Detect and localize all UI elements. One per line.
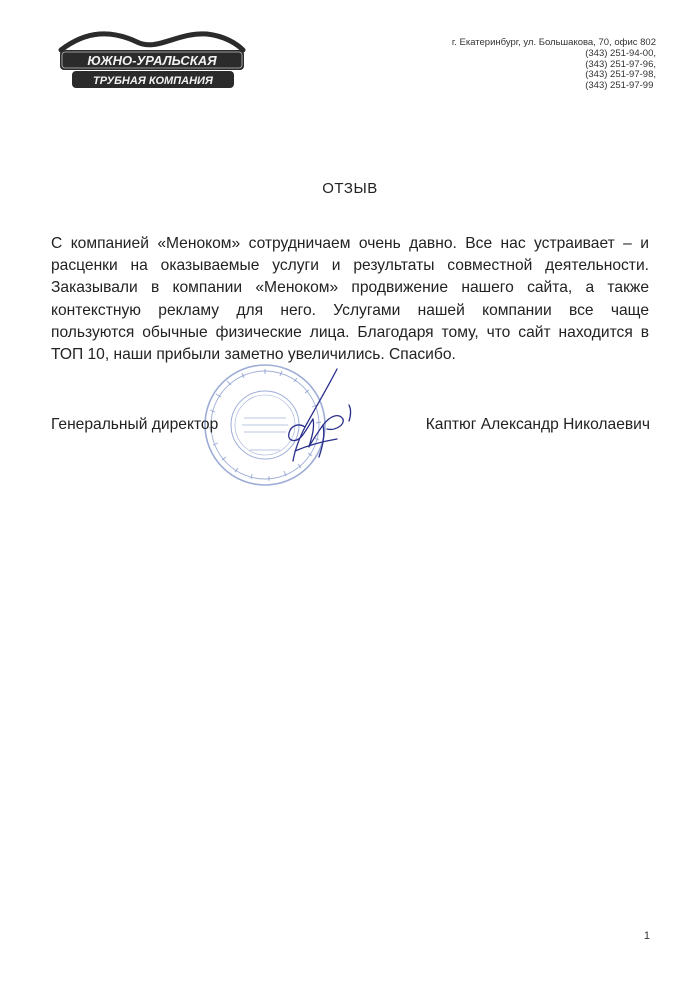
- body-line: С компанией «Меноком» сотрудничаем очень давно. Все нас устраивает – и: [51, 235, 649, 252]
- company-logo-graphic: [57, 28, 247, 92]
- body-line: Заказывали в компании «Меноком» продвижение нашего сайта, а также: [51, 279, 649, 297]
- phone-line: (343) 251-94-00,: [585, 48, 656, 59]
- phone-line: (343) 251-97-98,: [585, 69, 656, 80]
- signature: [265, 365, 365, 475]
- company-logo: [57, 28, 247, 92]
- body-line: контекстную рекламу для него. Услугами нашей компании все чаще: [51, 301, 649, 319]
- body-line: расценки на оказываемые услуги и результаты совместной деятельности.: [51, 257, 649, 275]
- document-title: ОТЗЫВ: [322, 180, 378, 197]
- review-body: [51, 233, 649, 366]
- logo-line-2: ТРУБНАЯ КОМПАНИЯ: [93, 75, 213, 87]
- body-line: пользуются обычные физические лица. Благодаря тому, что сайт находится в: [51, 323, 649, 341]
- signer-name: Каптюг Александр Николаевич: [425, 416, 650, 433]
- body-line: ТОП 10, наши прибыли заметно увеличились. Спасибо.: [51, 346, 456, 364]
- phone-line: (343) 251-97-96,: [585, 58, 656, 70]
- signer-position: Генеральный директор: [51, 416, 219, 433]
- page-number: 1: [643, 930, 650, 942]
- phone-line: (343) 251-97-99: [585, 79, 654, 91]
- signature-graphic: [265, 365, 365, 475]
- logo-line-1: ЮЖНО-УРАЛЬСКАЯ: [87, 53, 217, 68]
- company-phones: [585, 49, 656, 91]
- company-address: г. Екатеринбург, ул. Большакова, 70, офис 802: [451, 37, 656, 48]
